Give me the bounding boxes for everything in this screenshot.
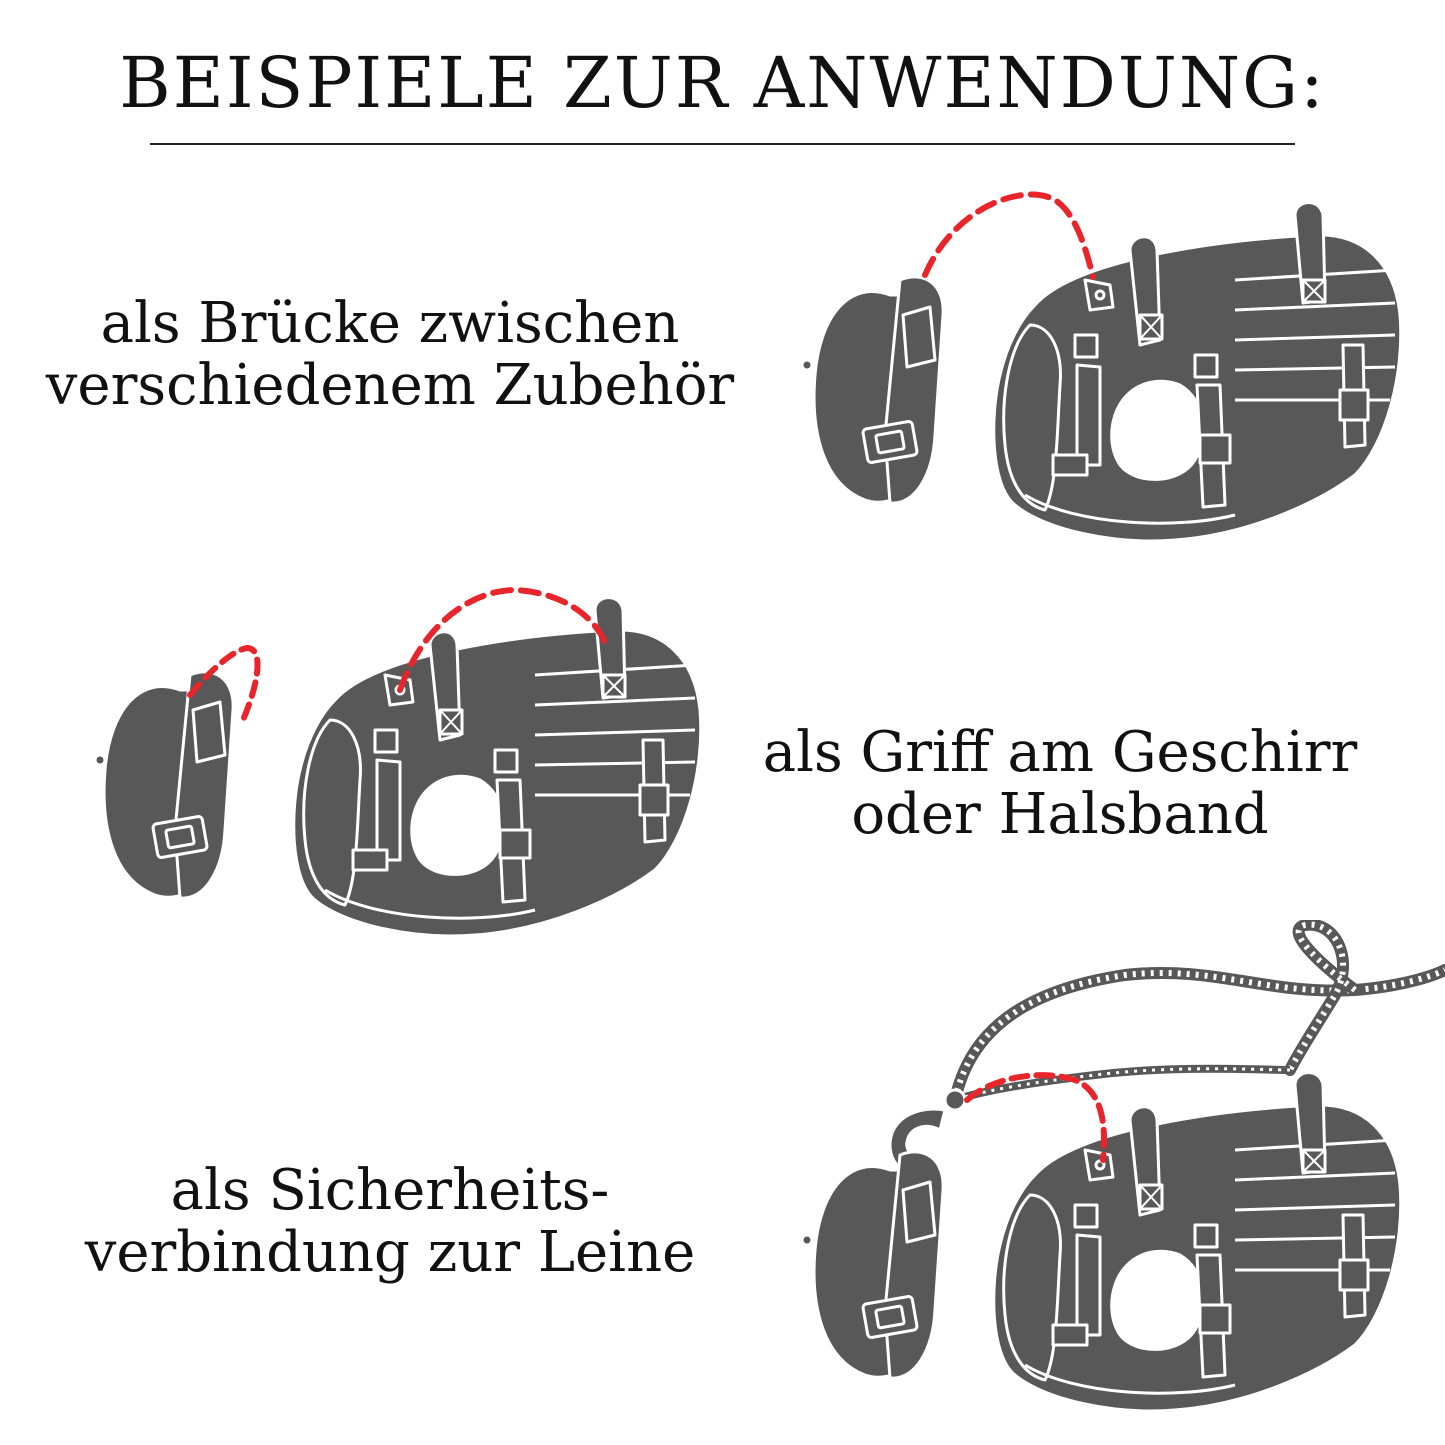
collar-icon xyxy=(95,672,233,898)
collar-bridge-harness-illustration xyxy=(795,185,1405,555)
example-3-line-2: verbindung zur Leine xyxy=(84,1220,696,1285)
harness-icon xyxy=(994,1073,1401,1411)
collar-icon xyxy=(802,1152,943,1378)
example-1-line-2: verschiedenem Zubehör xyxy=(45,353,735,418)
example-2-caption xyxy=(700,722,1420,846)
safety-connection-to-leash-illustration xyxy=(795,920,1445,1425)
example-1-caption xyxy=(20,293,760,417)
example-2-line-1: als Griff am Geschirr xyxy=(762,720,1358,785)
collar-icon xyxy=(802,277,943,503)
example-2-line-2: oder Halsband xyxy=(851,782,1269,847)
harness-icon xyxy=(294,598,701,936)
harness-icon xyxy=(994,203,1401,541)
red-connection-line xyxy=(925,195,1093,277)
example-3-caption xyxy=(20,1160,760,1284)
example-1-line-1: als Brücke zwischen xyxy=(100,291,680,356)
handle-on-harness-and-collar-illustration xyxy=(95,580,715,960)
title-divider xyxy=(150,143,1295,145)
page-title: BEISPIELE ZUR ANWENDUNG: xyxy=(119,42,1326,124)
example-3-line-1: als Sicherheits- xyxy=(170,1158,610,1223)
